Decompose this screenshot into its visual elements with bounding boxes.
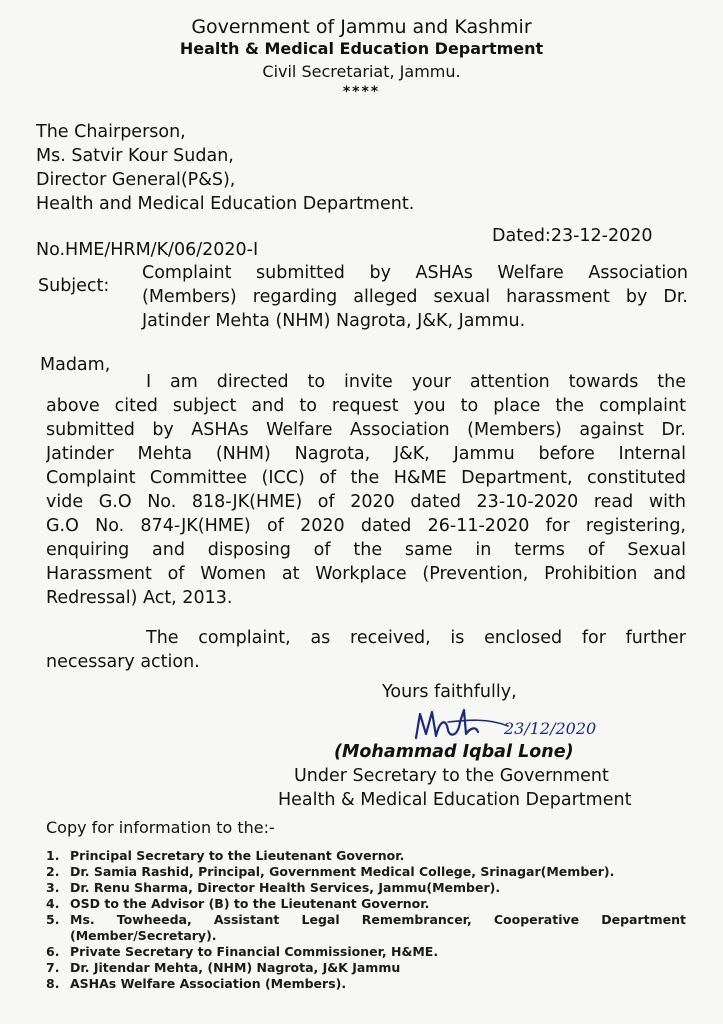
salutation: Madam, xyxy=(40,355,111,375)
paragraph-line: necessary action. xyxy=(46,652,200,672)
subject-label: Subject: xyxy=(38,276,110,296)
office-location: Civil Secretariat, Jammu. xyxy=(262,62,461,81)
copy-item-text: Ms. Towheeda, Assistant Legal Remembrancer, Cooperative Department xyxy=(70,912,686,927)
paragraph-line: vide G.O No. 818-JK(HME) of 2020 dated 23-10-2020 read with xyxy=(46,492,686,512)
signature-date: 23/12/2020 xyxy=(504,719,597,738)
copy-item-text: (Member/Secretary). xyxy=(70,928,217,943)
letter-date: Dated:23-12-2020 xyxy=(492,226,653,246)
copy-item xyxy=(46,896,686,912)
copy-item-number: 8. xyxy=(46,976,60,991)
copy-item xyxy=(46,848,686,864)
subject-line: Complaint submitted by ASHAs Welfare Association xyxy=(142,263,688,283)
copy-item-text: OSD to the Advisor (B) to the Lieutenant Governor. xyxy=(70,896,430,911)
addressee-line: The Chairperson, xyxy=(36,122,186,142)
paragraph-line: G.O No. 874-JK(HME) of 2020 dated 26-11-2020 for registering, xyxy=(46,516,686,536)
copy-item xyxy=(46,944,686,960)
copy-item-text: ASHAs Welfare Association (Members). xyxy=(70,976,347,991)
subject-line: (Members) regarding alleged sexual harassment by Dr. xyxy=(142,287,688,307)
government-title: Government of Jammu and Kashmir xyxy=(191,16,532,38)
copy-item-number: 4. xyxy=(46,896,60,911)
addressee-line: Health and Medical Education Department. xyxy=(36,194,415,214)
copy-item-text: Dr. Samia Rashid, Principal, Government Medical College, Srinagar(Member). xyxy=(70,864,615,879)
paragraph-line: The complaint, as received, is enclosed for further xyxy=(146,628,686,648)
copy-item xyxy=(46,880,686,896)
copy-item-number: 3. xyxy=(46,880,60,895)
paragraph-line: Harassment of Women at Workplace (Prevention, Prohibition and xyxy=(46,564,686,584)
copy-item xyxy=(46,960,686,976)
paragraph-line: submitted by ASHAs Welfare Association (Members) against Dr. xyxy=(46,420,686,440)
copy-list xyxy=(46,848,686,992)
paragraph-line: Jatinder Mehta (NHM) Nagrota, J&K, Jammu before Internal xyxy=(46,444,686,464)
department-title: Health & Medical Education Department xyxy=(179,39,544,58)
copy-item-text: Dr. Jitendar Mehta, (NHM) Nagrota, J&K Jammu xyxy=(70,960,401,975)
copy-item-number: 7. xyxy=(46,960,60,975)
header-separator: **** xyxy=(342,84,381,100)
paragraph-line: enquiring and disposing of the same in terms of Sexual xyxy=(46,540,686,560)
copy-item-text: Private Secretary to Financial Commissioner, H&ME. xyxy=(70,944,439,959)
copy-item-text: Dr. Renu Sharma, Director Health Services, Jammu(Member). xyxy=(70,880,501,895)
copy-item-number: 5. xyxy=(46,912,60,927)
signatory-title: Under Secretary to the Government xyxy=(294,766,609,786)
copy-item-text: Principal Secretary to the Lieutenant Governor. xyxy=(70,848,405,863)
paragraph-line: I am directed to invite your attention towards the xyxy=(146,372,686,392)
closing: Yours faithfully, xyxy=(382,682,517,702)
copy-item-number: 6. xyxy=(46,944,60,959)
copy-item-number: 2. xyxy=(46,864,60,879)
reference-number: No.HME/HRM/K/06/2020-I xyxy=(36,240,259,260)
addressee-line: Director General(P&S), xyxy=(36,170,236,190)
copy-item xyxy=(46,912,686,944)
paragraph-line: Redressal) Act, 2013. xyxy=(46,588,233,608)
copy-heading: Copy for information to the:- xyxy=(46,818,275,837)
paragraph-line: above cited subject and to request you to place the complaint xyxy=(46,396,686,416)
paragraph-line: Complaint Committee (ICC) of the H&ME Department, constituted xyxy=(46,468,686,488)
subject-line: Jatinder Mehta (NHM) Nagrota, J&K, Jammu. xyxy=(142,311,526,331)
addressee-line: Ms. Satvir Kour Sudan, xyxy=(36,146,234,166)
signatory-department: Health & Medical Education Department xyxy=(278,790,632,810)
copy-item-number: 1. xyxy=(46,848,60,863)
copy-item xyxy=(46,864,686,880)
copy-item xyxy=(46,976,686,992)
signatory-name: (Mohammad Iqbal Lone) xyxy=(334,742,574,762)
